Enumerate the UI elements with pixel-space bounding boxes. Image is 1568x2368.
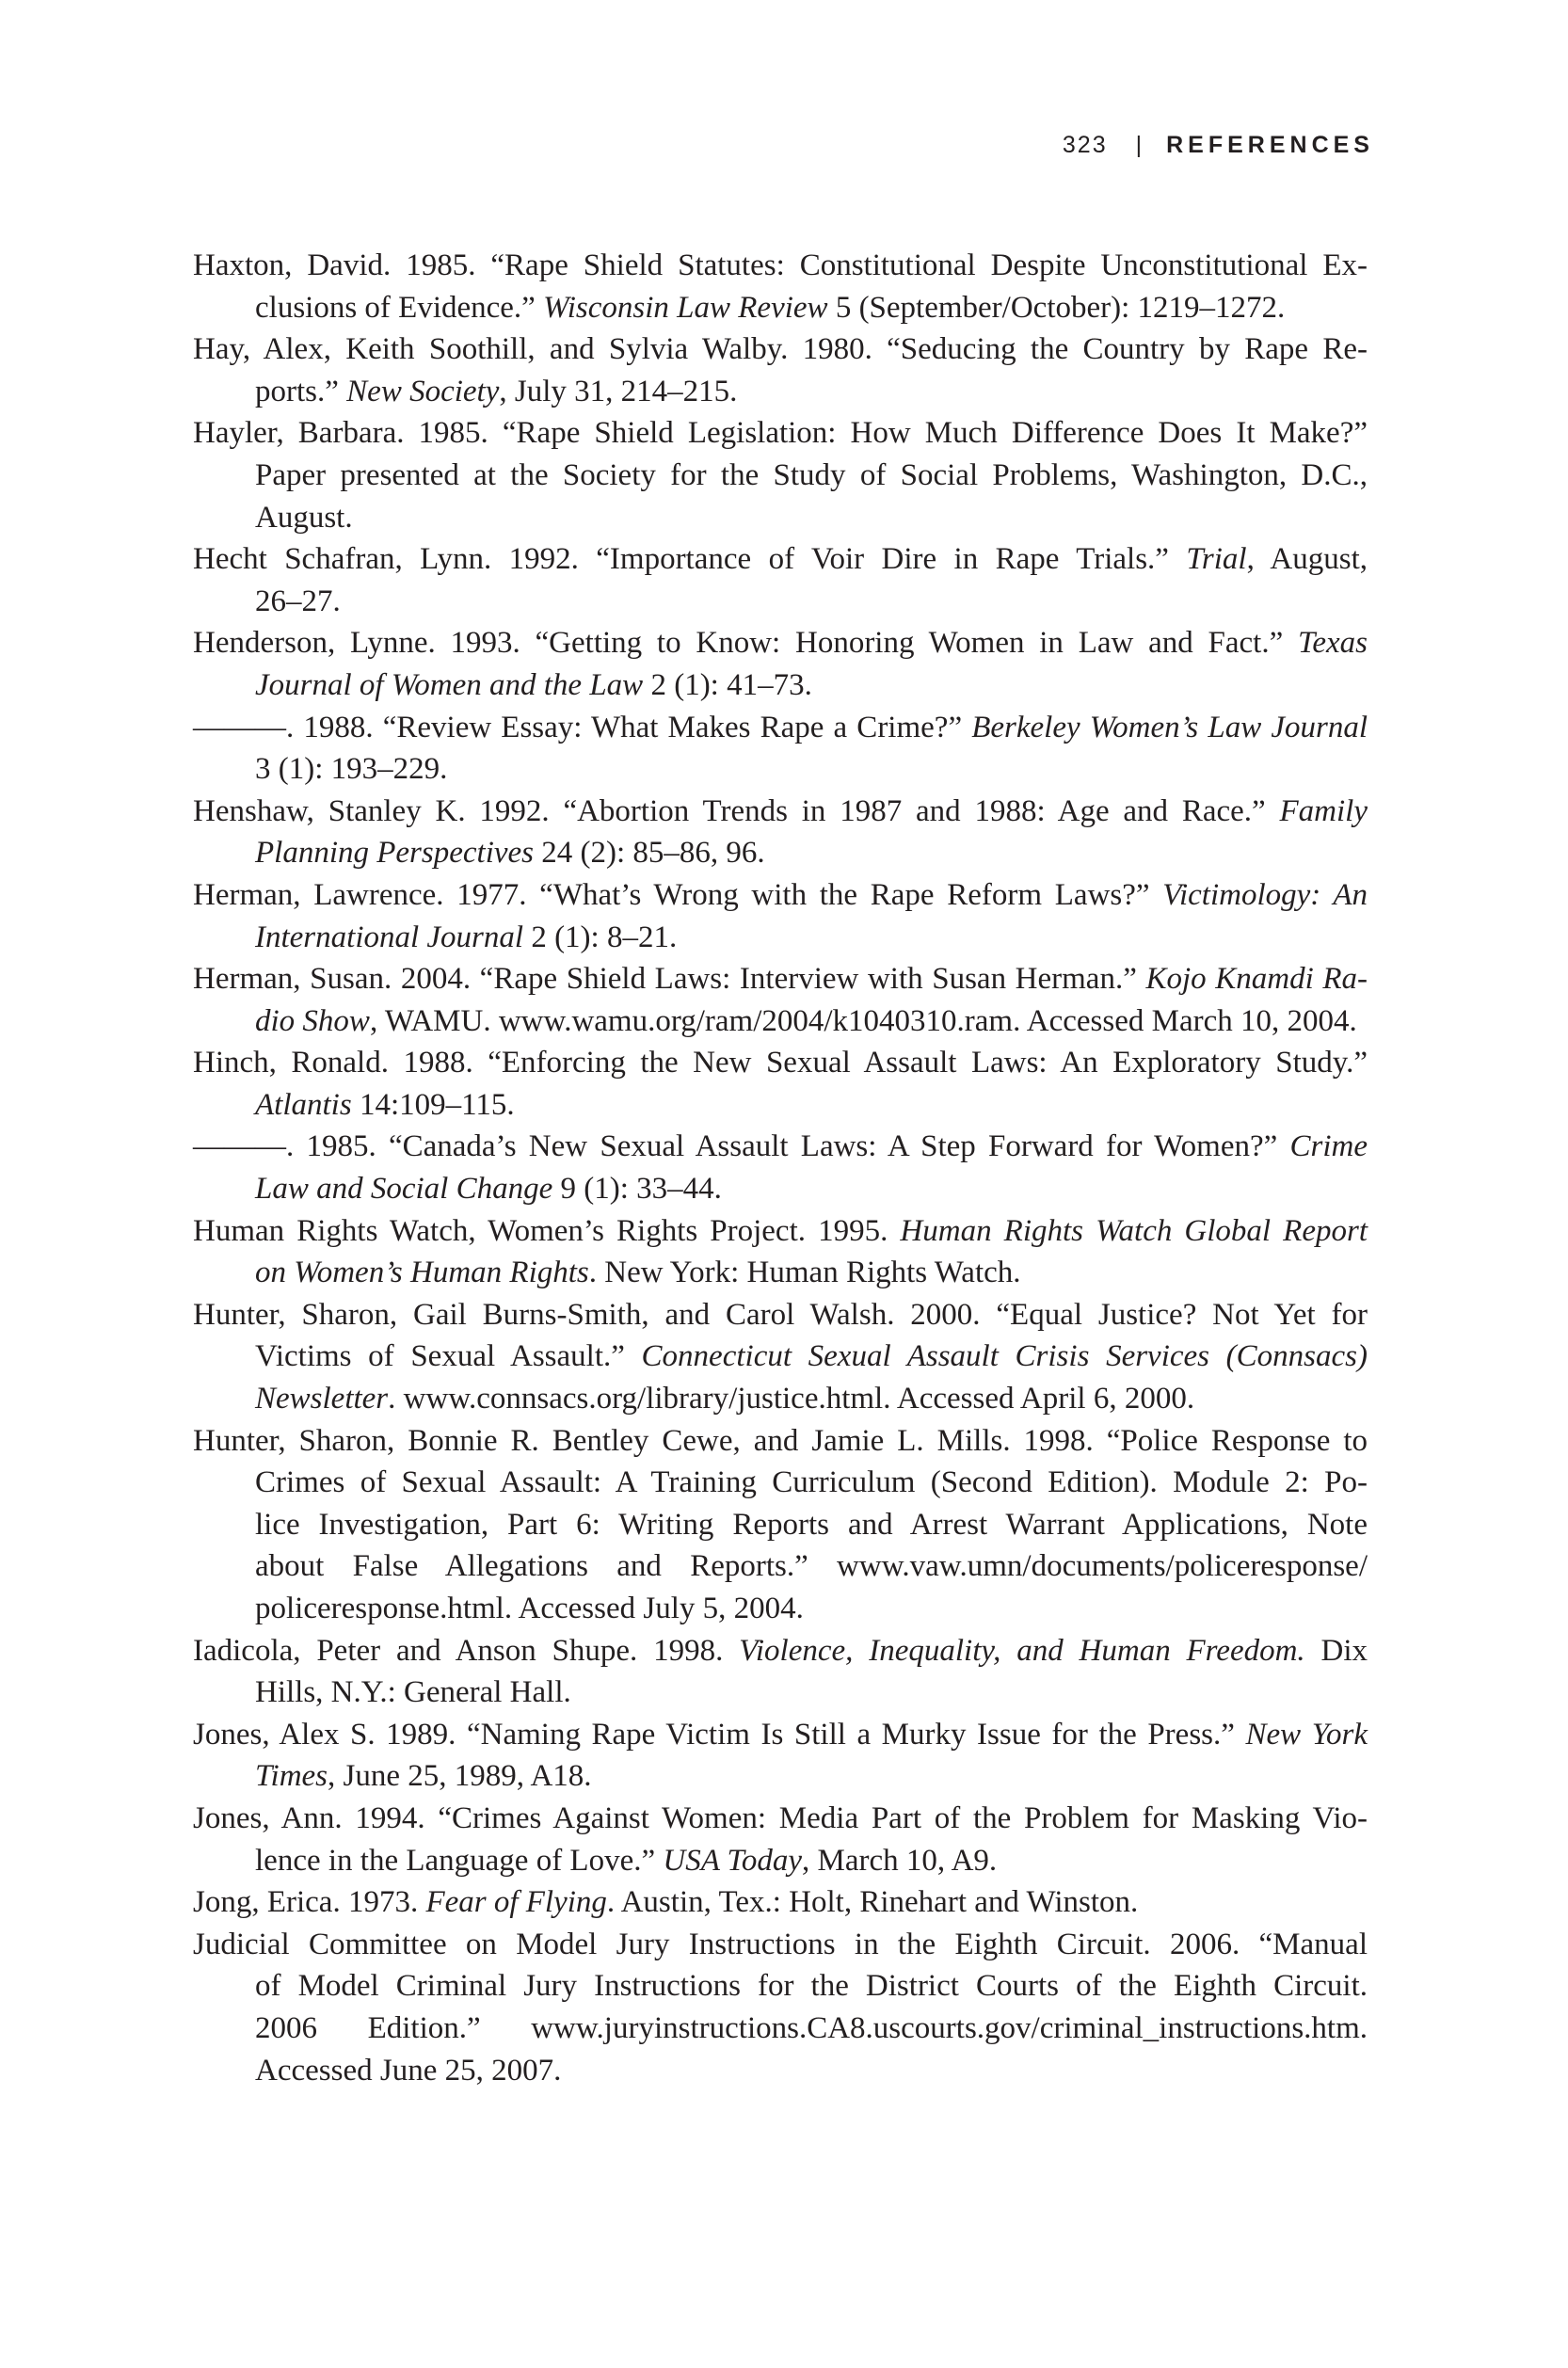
reference-continuation-line bbox=[193, 2008, 1368, 2050]
reference-text: Iadicola, Peter and Anson Shupe. 1998. bbox=[193, 1633, 740, 1668]
reference-text: 3 (1): 193–229. bbox=[255, 752, 448, 787]
reference-text: August. bbox=[255, 500, 353, 535]
reference-text: Victims of Sexual Assault.” bbox=[255, 1339, 642, 1374]
reference-continuation-line bbox=[193, 1378, 1368, 1420]
reference-list bbox=[193, 245, 1368, 2091]
reference-entry bbox=[193, 791, 1368, 874]
reference-first-line bbox=[193, 707, 1368, 749]
italic-title: Family bbox=[1279, 793, 1368, 828]
reference-text: , August, bbox=[1246, 542, 1368, 577]
reference-text: Jones, Ann. 1994. “Crimes Against Women: Media Part of the Problem for Masking Vio- bbox=[193, 1800, 1368, 1835]
reference-continuation-line bbox=[193, 832, 1368, 874]
reference-text: Hecht Schafran, Lynn. 1992. “Importance of Voir Dire in Rape Trials.” bbox=[193, 542, 1187, 577]
italic-title: Victimology: An bbox=[1162, 877, 1368, 912]
italic-title: New York bbox=[1245, 1717, 1368, 1752]
reference-continuation-line bbox=[193, 1168, 1368, 1210]
reference-text: , March 10, A9. bbox=[802, 1843, 998, 1878]
header-separator: | bbox=[1135, 132, 1143, 158]
reference-entry bbox=[193, 1042, 1368, 1126]
reference-text: ———. 1988. “Review Essay: What Makes Rape a Crime?” bbox=[193, 710, 972, 744]
reference-text: Henshaw, Stanley K. 1992. “Abortion Trends in 1987 and 1988: Age and Race.” bbox=[193, 793, 1280, 828]
italic-title: Crime bbox=[1289, 1129, 1368, 1164]
reference-first-line bbox=[193, 622, 1368, 664]
reference-text: about False Allegations and Reports.” www.vaw.umn/documents/policeresponse/ bbox=[255, 1549, 1368, 1584]
reference-first-line bbox=[193, 1210, 1368, 1253]
reference-text: Haxton, David. 1985. “Rape Shield Statutes: Constitutional Despite Unconstitutional Ex- bbox=[193, 248, 1368, 282]
reference-first-line bbox=[193, 328, 1368, 371]
reference-continuation-line bbox=[193, 1672, 1368, 1714]
reference-text: 14:109–115. bbox=[351, 1087, 515, 1122]
reference-text: lence in the Language of Love.” bbox=[255, 1843, 664, 1878]
reference-first-line bbox=[193, 874, 1368, 917]
reference-first-line bbox=[193, 1294, 1368, 1336]
reference-entry bbox=[193, 1798, 1368, 1881]
italic-title: USA Today bbox=[663, 1843, 803, 1878]
reference-text: 2 (1): 8–21. bbox=[523, 920, 678, 954]
reference-first-line bbox=[193, 1420, 1368, 1463]
italic-title: Wisconsin Law Review bbox=[543, 290, 828, 325]
reference-continuation-line bbox=[193, 2050, 1368, 2092]
reference-first-line bbox=[193, 245, 1368, 287]
italic-title: Law and Social Change bbox=[255, 1172, 553, 1207]
italic-title: Human Rights Watch Global Report bbox=[900, 1213, 1368, 1248]
reference-continuation-line bbox=[193, 1965, 1368, 2008]
page-number: 323 bbox=[1062, 132, 1108, 158]
reference-text: Judicial Committee on Model Jury Instructions in the Eighth Circuit. 2006. “Manual bbox=[193, 1927, 1368, 1961]
reference-text: 2006 Edition.” www.juryinstructions.CA8.uscourts.gov/criminal_instructions.htm. bbox=[255, 2010, 1368, 2045]
reference-text: . www.connsacs.org/library/justice.html. Accessed April 6, 2000. bbox=[388, 1382, 1195, 1416]
italic-title: New Society bbox=[346, 374, 500, 408]
reference-entry bbox=[193, 245, 1368, 328]
reference-text: ———. 1985. “Canada’s New Sexual Assault Laws: A Step Forward for Women?” bbox=[193, 1129, 1290, 1164]
italic-title: Times bbox=[255, 1759, 328, 1794]
running-head bbox=[941, 131, 1374, 159]
reference-continuation-line bbox=[193, 664, 1368, 707]
italic-title: on Women’s Human Rights bbox=[255, 1256, 589, 1290]
reference-text: Hay, Alex, Keith Soothill, and Sylvia Walby. 1980. “Seducing the Country by Rape Re- bbox=[193, 332, 1368, 367]
reference-first-line bbox=[193, 538, 1368, 581]
reference-entry bbox=[193, 412, 1368, 538]
reference-text: Dix bbox=[1304, 1633, 1368, 1668]
reference-first-line bbox=[193, 1714, 1368, 1756]
reference-continuation-line bbox=[193, 1588, 1368, 1630]
reference-first-line bbox=[193, 1924, 1368, 1966]
italic-title: Newsletter bbox=[255, 1382, 389, 1416]
reference-first-line bbox=[193, 1126, 1368, 1168]
reference-continuation-line bbox=[193, 497, 1368, 539]
section-title: REFERENCES bbox=[1166, 132, 1374, 158]
reference-entry bbox=[193, 1126, 1368, 1209]
reference-first-line bbox=[193, 1042, 1368, 1084]
reference-first-line bbox=[193, 791, 1368, 833]
reference-entry bbox=[193, 538, 1368, 622]
reference-continuation-line bbox=[193, 917, 1368, 959]
reference-continuation-line bbox=[193, 581, 1368, 623]
reference-text: Paper presented at the Society for the Study of Social Problems, Washington, D.C., bbox=[255, 457, 1368, 492]
italic-title: Atlantis bbox=[255, 1087, 352, 1122]
reference-text: Human Rights Watch, Women’s Rights Project. 1995. bbox=[193, 1213, 901, 1248]
reference-entry bbox=[193, 1210, 1368, 1294]
reference-text: 5 (September/October): 1219–1272. bbox=[827, 290, 1286, 325]
reference-first-line bbox=[193, 1630, 1368, 1672]
reference-text: . Austin, Tex.: Holt, Rinehart and Winston. bbox=[606, 1885, 1139, 1920]
reference-text: Hunter, Sharon, Bonnie R. Bentley Cewe, and Jamie L. Mills. 1998. “Police Response to bbox=[193, 1423, 1368, 1458]
reference-continuation-line bbox=[193, 1462, 1368, 1504]
reference-continuation-line bbox=[193, 1840, 1368, 1882]
reference-entry bbox=[193, 1630, 1368, 1714]
reference-text: Hinch, Ronald. 1988. “Enforcing the New Sexual Assault Laws: An Exploratory Study.” bbox=[193, 1046, 1368, 1080]
italic-title: Connecticut Sexual Assault Crisis Services (Connsacs) bbox=[641, 1339, 1368, 1374]
reference-entry bbox=[193, 874, 1368, 958]
reference-text: Jones, Alex S. 1989. “Naming Rape Victim Is Still a Murky Issue for the Press.” bbox=[193, 1717, 1246, 1752]
italic-title: Planning Perspectives bbox=[255, 836, 535, 871]
reference-text: lice Investigation, Part 6: Writing Reports and Arrest Warrant Applications, Note bbox=[255, 1507, 1368, 1542]
reference-entry bbox=[193, 1294, 1368, 1420]
reference-text: , July 31, 214–215. bbox=[499, 374, 738, 408]
reference-text: 24 (2): 85–86, 96. bbox=[534, 836, 765, 871]
reference-entry bbox=[193, 1924, 1368, 2091]
reference-text: Herman, Susan. 2004. “Rape Shield Laws: Interview with Susan Herman.” bbox=[193, 962, 1146, 997]
reference-text: ports.” bbox=[255, 374, 347, 408]
reference-first-line bbox=[193, 412, 1368, 455]
reference-text: 2 (1): 41–73. bbox=[643, 667, 812, 702]
reference-entry bbox=[193, 1714, 1368, 1798]
reference-continuation-line bbox=[193, 287, 1368, 329]
reference-text: , WAMU. www.wamu.org/ram/2004/k1040310.ram. Accessed March 10, 2004. bbox=[369, 1003, 1357, 1038]
italic-title: Texas bbox=[1298, 626, 1368, 661]
italic-title: Journal of Women and the Law bbox=[255, 667, 644, 702]
reference-text: Hayler, Barbara. 1985. “Rape Shield Legislation: How Much Difference Does It Make?” bbox=[193, 416, 1368, 451]
reference-text: 26–27. bbox=[255, 584, 341, 618]
reference-continuation-line bbox=[193, 1545, 1368, 1588]
reference-entry bbox=[193, 707, 1368, 791]
italic-title: Trial bbox=[1186, 542, 1247, 577]
reference-text: , June 25, 1989, A18. bbox=[328, 1759, 592, 1794]
reference-entry bbox=[193, 622, 1368, 706]
reference-continuation-line bbox=[193, 1000, 1368, 1043]
reference-text: Jong, Erica. 1973. bbox=[193, 1885, 426, 1920]
italic-title: International Journal bbox=[255, 920, 524, 954]
reference-text: policeresponse.html. Accessed July 5, 2004. bbox=[255, 1592, 804, 1625]
reference-text: 9 (1): 33–44. bbox=[552, 1172, 722, 1207]
reference-entry bbox=[193, 328, 1368, 412]
reference-entry bbox=[193, 958, 1368, 1042]
italic-title: Fear of Flying bbox=[425, 1885, 607, 1920]
reference-entry bbox=[193, 1420, 1368, 1630]
reference-text: clusions of Evidence.” bbox=[255, 290, 544, 325]
reference-continuation-line bbox=[193, 1252, 1368, 1294]
italic-title: Berkeley Women’s Law Journal bbox=[971, 710, 1368, 744]
reference-continuation-line bbox=[193, 748, 1368, 791]
reference-continuation-line bbox=[193, 1504, 1368, 1546]
reference-continuation-line bbox=[193, 455, 1368, 497]
italic-title: Kojo Knamdi Ra- bbox=[1145, 962, 1368, 997]
reference-continuation-line bbox=[193, 1084, 1368, 1127]
reference-entry bbox=[193, 1881, 1368, 1924]
reference-continuation-line bbox=[193, 371, 1368, 413]
reference-text: Henderson, Lynne. 1993. “Getting to Know: Honoring Women in Law and Fact.” bbox=[193, 626, 1299, 661]
reference-text: of Model Criminal Jury Instructions for the District Courts of the Eighth Circuit. bbox=[255, 1969, 1368, 2004]
reference-first-line bbox=[193, 1798, 1368, 1840]
reference-continuation-line bbox=[193, 1336, 1368, 1378]
reference-first-line bbox=[193, 1881, 1368, 1924]
reference-text: . New York: Human Rights Watch. bbox=[588, 1256, 1021, 1290]
reference-text: Hunter, Sharon, Gail Burns-Smith, and Carol Walsh. 2000. “Equal Justice? Not Yet for bbox=[193, 1297, 1368, 1332]
reference-text: Hills, N.Y.: General Hall. bbox=[255, 1675, 571, 1710]
reference-continuation-line bbox=[193, 1755, 1368, 1798]
reference-text: Accessed June 25, 2007. bbox=[255, 2053, 562, 2088]
italic-title: dio Show bbox=[255, 1003, 370, 1038]
reference-text: Crimes of Sexual Assault: A Training Curriculum (Second Edition). Module 2: Po- bbox=[255, 1465, 1368, 1500]
reference-text: Herman, Lawrence. 1977. “What’s Wrong with the Rape Reform Laws?” bbox=[193, 877, 1163, 912]
reference-first-line bbox=[193, 958, 1368, 1000]
italic-title: Violence, Inequality, and Human Freedom. bbox=[739, 1633, 1305, 1668]
